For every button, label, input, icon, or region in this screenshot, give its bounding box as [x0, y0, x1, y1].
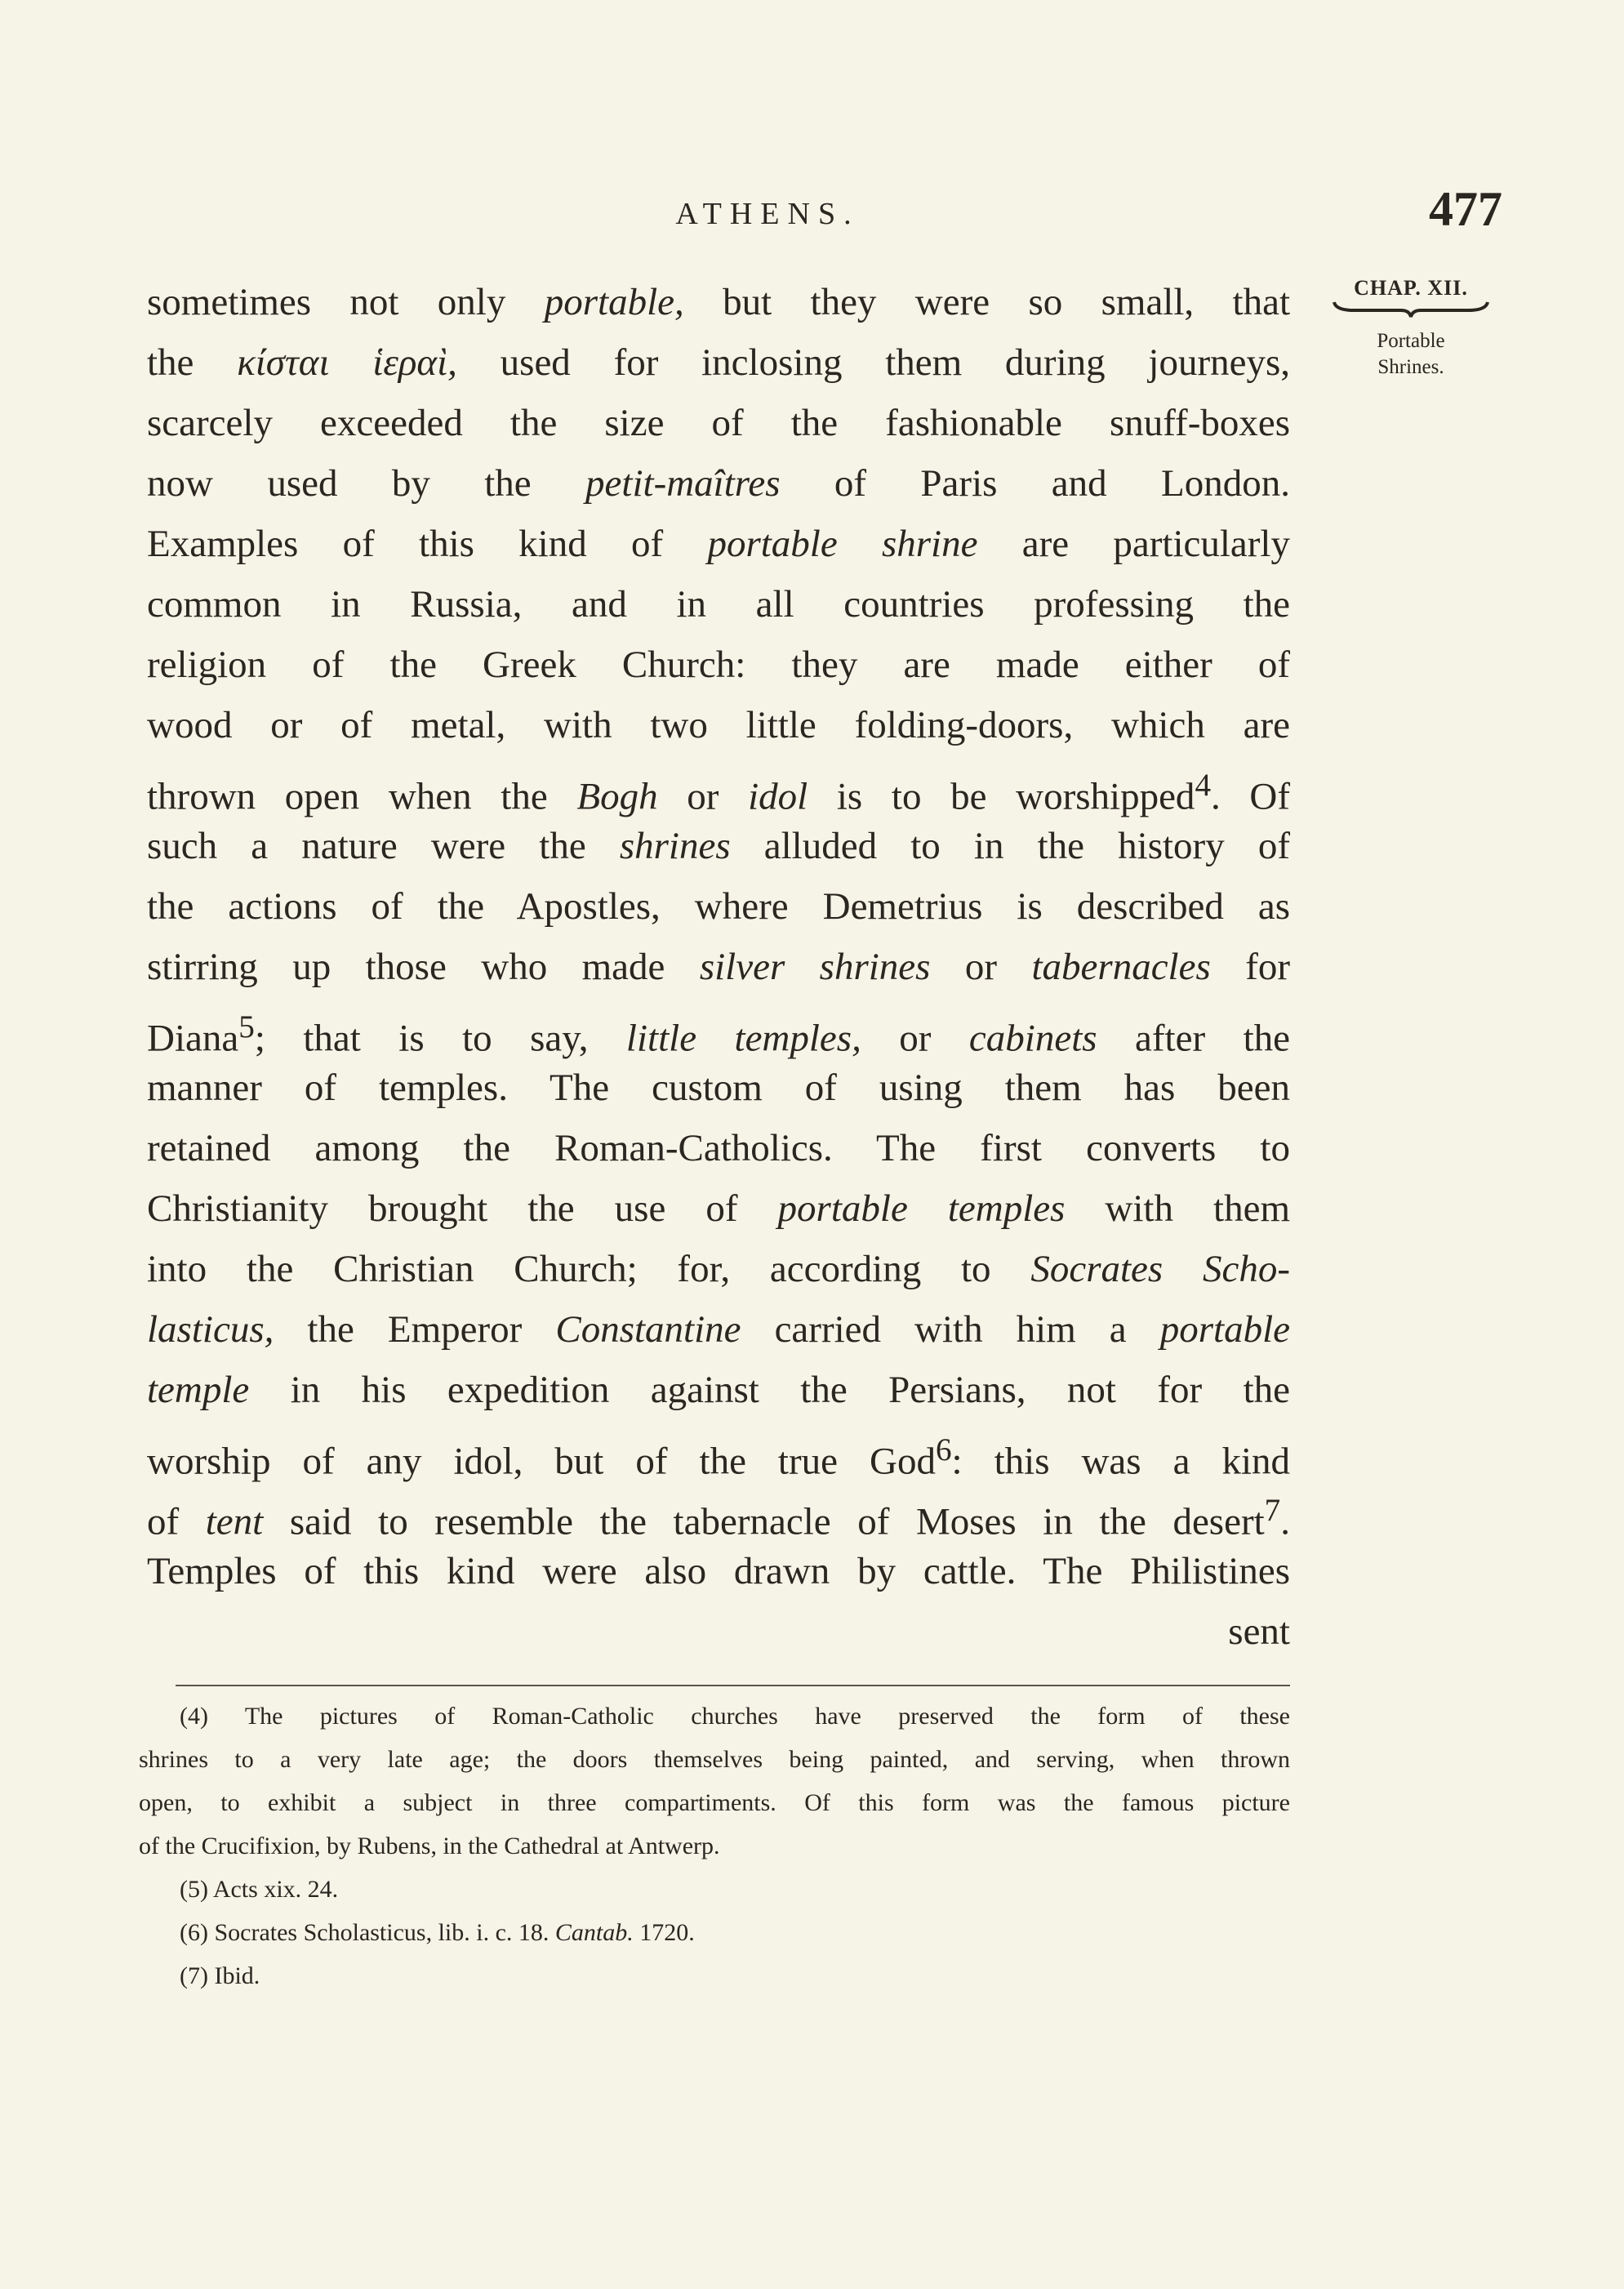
text-line-7: religion of the Greek Church: they are made either of — [147, 644, 1290, 686]
margin-note — [1329, 276, 1493, 381]
footnote-ref-6: 6 — [935, 1432, 952, 1467]
footnote-ref-7: 7 — [1264, 1493, 1281, 1528]
text-line-8: wood or of metal, with two little folding-doors, which are — [147, 704, 1290, 746]
text-line-11: the actions of the Apostles, where Demetrius is described as — [147, 885, 1290, 928]
text-line-19: temple in his expedition against the Persians, not for the — [147, 1369, 1290, 1411]
brace-ornament — [1329, 301, 1493, 318]
catchword: sent — [1228, 1610, 1290, 1653]
footnote-5: (5) Acts xix. 24. — [180, 1876, 339, 1903]
footnote-4-line-2: shrines to a very late age; the doors themselves being painted, and serving, when thrown — [139, 1746, 1290, 1773]
footnote-6: (6) Socrates Scholasticus, lib. i. c. 18. Cantab. 1720. — [180, 1919, 695, 1946]
footnote-7: (7) Ibid. — [180, 1962, 260, 1989]
text-line-16: Christianity brought the use of portable temples with them — [147, 1187, 1290, 1230]
text-line-4: now used by the petit-maîtres of Paris and London. — [147, 462, 1290, 505]
text-line-9: thrown open when the Bogh or idol is to be worshipped$^4$. Of — [147, 768, 1291, 818]
side-label-line-1: Portable — [1377, 330, 1445, 352]
text-line-21: of tent said to resemble the tabernacle of Moses in the desert$^7$. — [147, 1493, 1290, 1543]
running-head: ATHENS. — [675, 197, 860, 231]
page-number: 477 — [1429, 182, 1502, 236]
side-label — [1329, 328, 1493, 381]
chapter-heading: CHAP. XII. — [1354, 276, 1468, 300]
side-label-line-2: Shrines. — [1377, 356, 1444, 378]
footnotes — [139, 1694, 1290, 1997]
text-line-2: the κίσται ἱεραὶ, used for inclosing them during journeys, — [147, 341, 1291, 384]
text-line-17: into the Christian Church; for, according to Socrates Scho- — [147, 1248, 1290, 1290]
text-line-14: manner of temples. The custom of using them has been — [147, 1067, 1290, 1109]
footnote-rule — [176, 1685, 1290, 1686]
text-line-12: stirring up those who made silver shrines or tabernacles for — [147, 946, 1290, 988]
footnote-4-line-4: of the Crucifixion, by Rubens, in the Cathedral at Antwerp. — [139, 1833, 720, 1859]
footnote-ref-5: 5 — [238, 1009, 255, 1044]
footnote-4-line-3: open, to exhibit a subject in three compartiments. Of this form was the famous picture — [139, 1789, 1290, 1816]
text-line-13: Diana$^5$; that is to say, little temples, or cabinets after the — [147, 1009, 1290, 1060]
body-text — [147, 272, 1290, 1662]
footnote-ref-4: 4 — [1195, 768, 1212, 803]
text-line-20: worship of any idol, but of the true God$^6$: this was a kind — [147, 1432, 1290, 1483]
text-line-10: such a nature were the shrines alluded to in the history of — [147, 825, 1290, 867]
footnote-4-line-1: (4) The pictures of Roman-Catholic churches have preserved the form of these — [180, 1703, 1290, 1730]
text-line-18: lasticus, the Emperor Constantine carried with him a portable — [147, 1308, 1290, 1351]
text-line-3: scarcely exceeded the size of the fashionable snuff-boxes — [147, 402, 1290, 444]
text-line-1: sometimes not only portable, but they were so small, that — [147, 281, 1290, 323]
text-line-6: common in Russia, and in all countries professing the — [147, 583, 1290, 626]
text-line-5: Examples of this kind of portable shrine are particularly — [147, 523, 1290, 565]
text-line-22: Temples of this kind were also drawn by cattle. The Philistines — [147, 1550, 1290, 1592]
text-line-15: retained among the Roman-Catholics. The first converts to — [147, 1127, 1290, 1169]
